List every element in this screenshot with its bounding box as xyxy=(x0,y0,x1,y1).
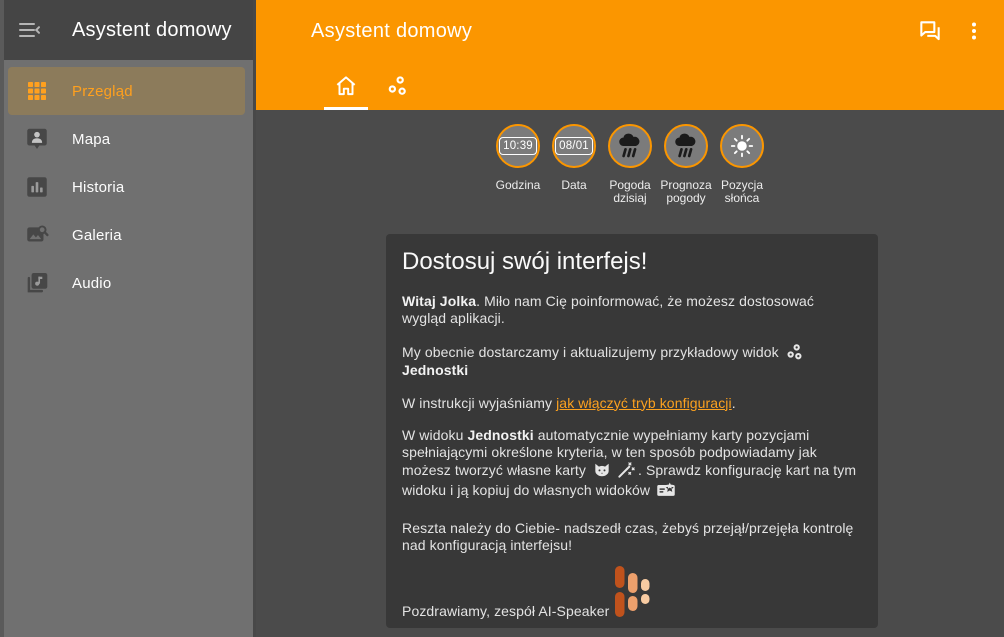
sidebar-item-audio[interactable] xyxy=(8,259,245,307)
sidebar-item-label: Mapa xyxy=(72,130,111,148)
menu-open-icon[interactable] xyxy=(17,18,41,42)
sidebar-item-label: Galeria xyxy=(72,226,122,244)
topbar xyxy=(256,0,1004,110)
badge-circle xyxy=(664,124,708,168)
sun-icon xyxy=(729,133,755,159)
sidebar-nav xyxy=(0,60,253,314)
badge-circle xyxy=(720,124,764,168)
sidebar-item-label: Audio xyxy=(72,274,112,292)
rain-cloud-icon xyxy=(614,130,646,162)
sidebar-item-przeglad[interactable] xyxy=(8,67,245,115)
apps-grid-icon xyxy=(24,78,50,104)
badge-label: Data xyxy=(561,178,587,192)
welcome-card xyxy=(386,234,878,628)
magic-wand-icon xyxy=(616,460,636,480)
sidebar-item-mapa[interactable] xyxy=(8,115,245,163)
card-signature xyxy=(402,563,862,619)
person-pin-icon xyxy=(24,126,50,152)
tab-hub[interactable] xyxy=(372,62,424,110)
sidebar-item-label: Przegląd xyxy=(72,82,133,100)
card-paragraph-greeting: Witaj Jolka. Miło nam Cię poinformować, że możesz dostosować wygląd aplikacji. xyxy=(402,293,815,326)
sidebar-header xyxy=(0,0,253,60)
image-search-icon xyxy=(24,222,50,248)
main-area xyxy=(256,0,1004,637)
config-mode-link[interactable]: jak włączyć tryb konfiguracji xyxy=(556,394,732,411)
page-title: Asystent domowy xyxy=(311,19,473,42)
sidebar xyxy=(0,0,256,637)
ai-speaker-logo xyxy=(615,563,655,619)
badge-circle xyxy=(608,124,652,168)
sidebar-item-galeria[interactable] xyxy=(8,211,245,259)
forum-icon[interactable] xyxy=(917,18,943,44)
card-title: Dostosuj swój interfejs! xyxy=(402,248,648,275)
badge-circle xyxy=(552,124,596,168)
badge-weather-today[interactable] xyxy=(602,124,658,205)
rain-cloud-icon xyxy=(670,130,702,162)
sidebar-title: Asystent domowy xyxy=(72,18,232,41)
badge-weather-forecast[interactable] xyxy=(658,124,714,205)
badge-circle xyxy=(496,124,540,168)
badge-time[interactable] xyxy=(490,124,546,205)
time-value: 10:39 xyxy=(499,137,537,155)
hub-icon xyxy=(385,73,411,99)
badge-label: Pogoda dzisiaj xyxy=(609,178,651,205)
tab-home[interactable] xyxy=(320,62,372,110)
music-library-icon xyxy=(24,270,50,296)
card-paragraph-units: W widoku Jednostki automatycznie wypełniamy karty pozycjami spełniającymi określone kryteria, w ten sposób podpowiadamy jak możesz tworzyć własne karty . Sprawdz konfigurację kart na tym widoku i ją kopiuj do własnych widoków xyxy=(402,427,857,498)
signature-text: Pozdrawiamy, zespół AI-Speaker xyxy=(402,602,610,619)
badge-label: Prognoza pogody xyxy=(660,178,712,205)
more-vert-icon[interactable] xyxy=(961,18,987,44)
card-paragraph-instruction: W instrukcji wyjaśniamy jak włączyć tryb konfiguracji. xyxy=(402,394,736,411)
card-star-icon xyxy=(656,480,676,500)
date-value: 08/01 xyxy=(555,137,593,155)
badge-date[interactable] xyxy=(546,124,602,205)
sidebar-item-label: Historia xyxy=(72,178,125,196)
badge-sun-position[interactable] xyxy=(714,124,770,205)
view-tabs xyxy=(320,62,424,110)
cat-icon xyxy=(592,460,612,480)
status-badges xyxy=(256,110,1004,205)
card-paragraph-view: My obecnie dostarczamy i aktualizujemy przykładowy widok Jednostki xyxy=(402,342,862,379)
hub-icon xyxy=(785,342,805,362)
badge-label: Pozycja słońca xyxy=(720,178,764,205)
badge-label: Godzina xyxy=(495,178,541,192)
bar-chart-icon xyxy=(24,174,50,200)
sidebar-item-historia[interactable] xyxy=(8,163,245,211)
card-paragraph-rest: Reszta należy do Ciebie- nadszedł czas, żebyś przejął/przejęła kontrolę nad konfiguracją interfejsu! xyxy=(402,520,854,553)
home-icon xyxy=(333,73,359,99)
